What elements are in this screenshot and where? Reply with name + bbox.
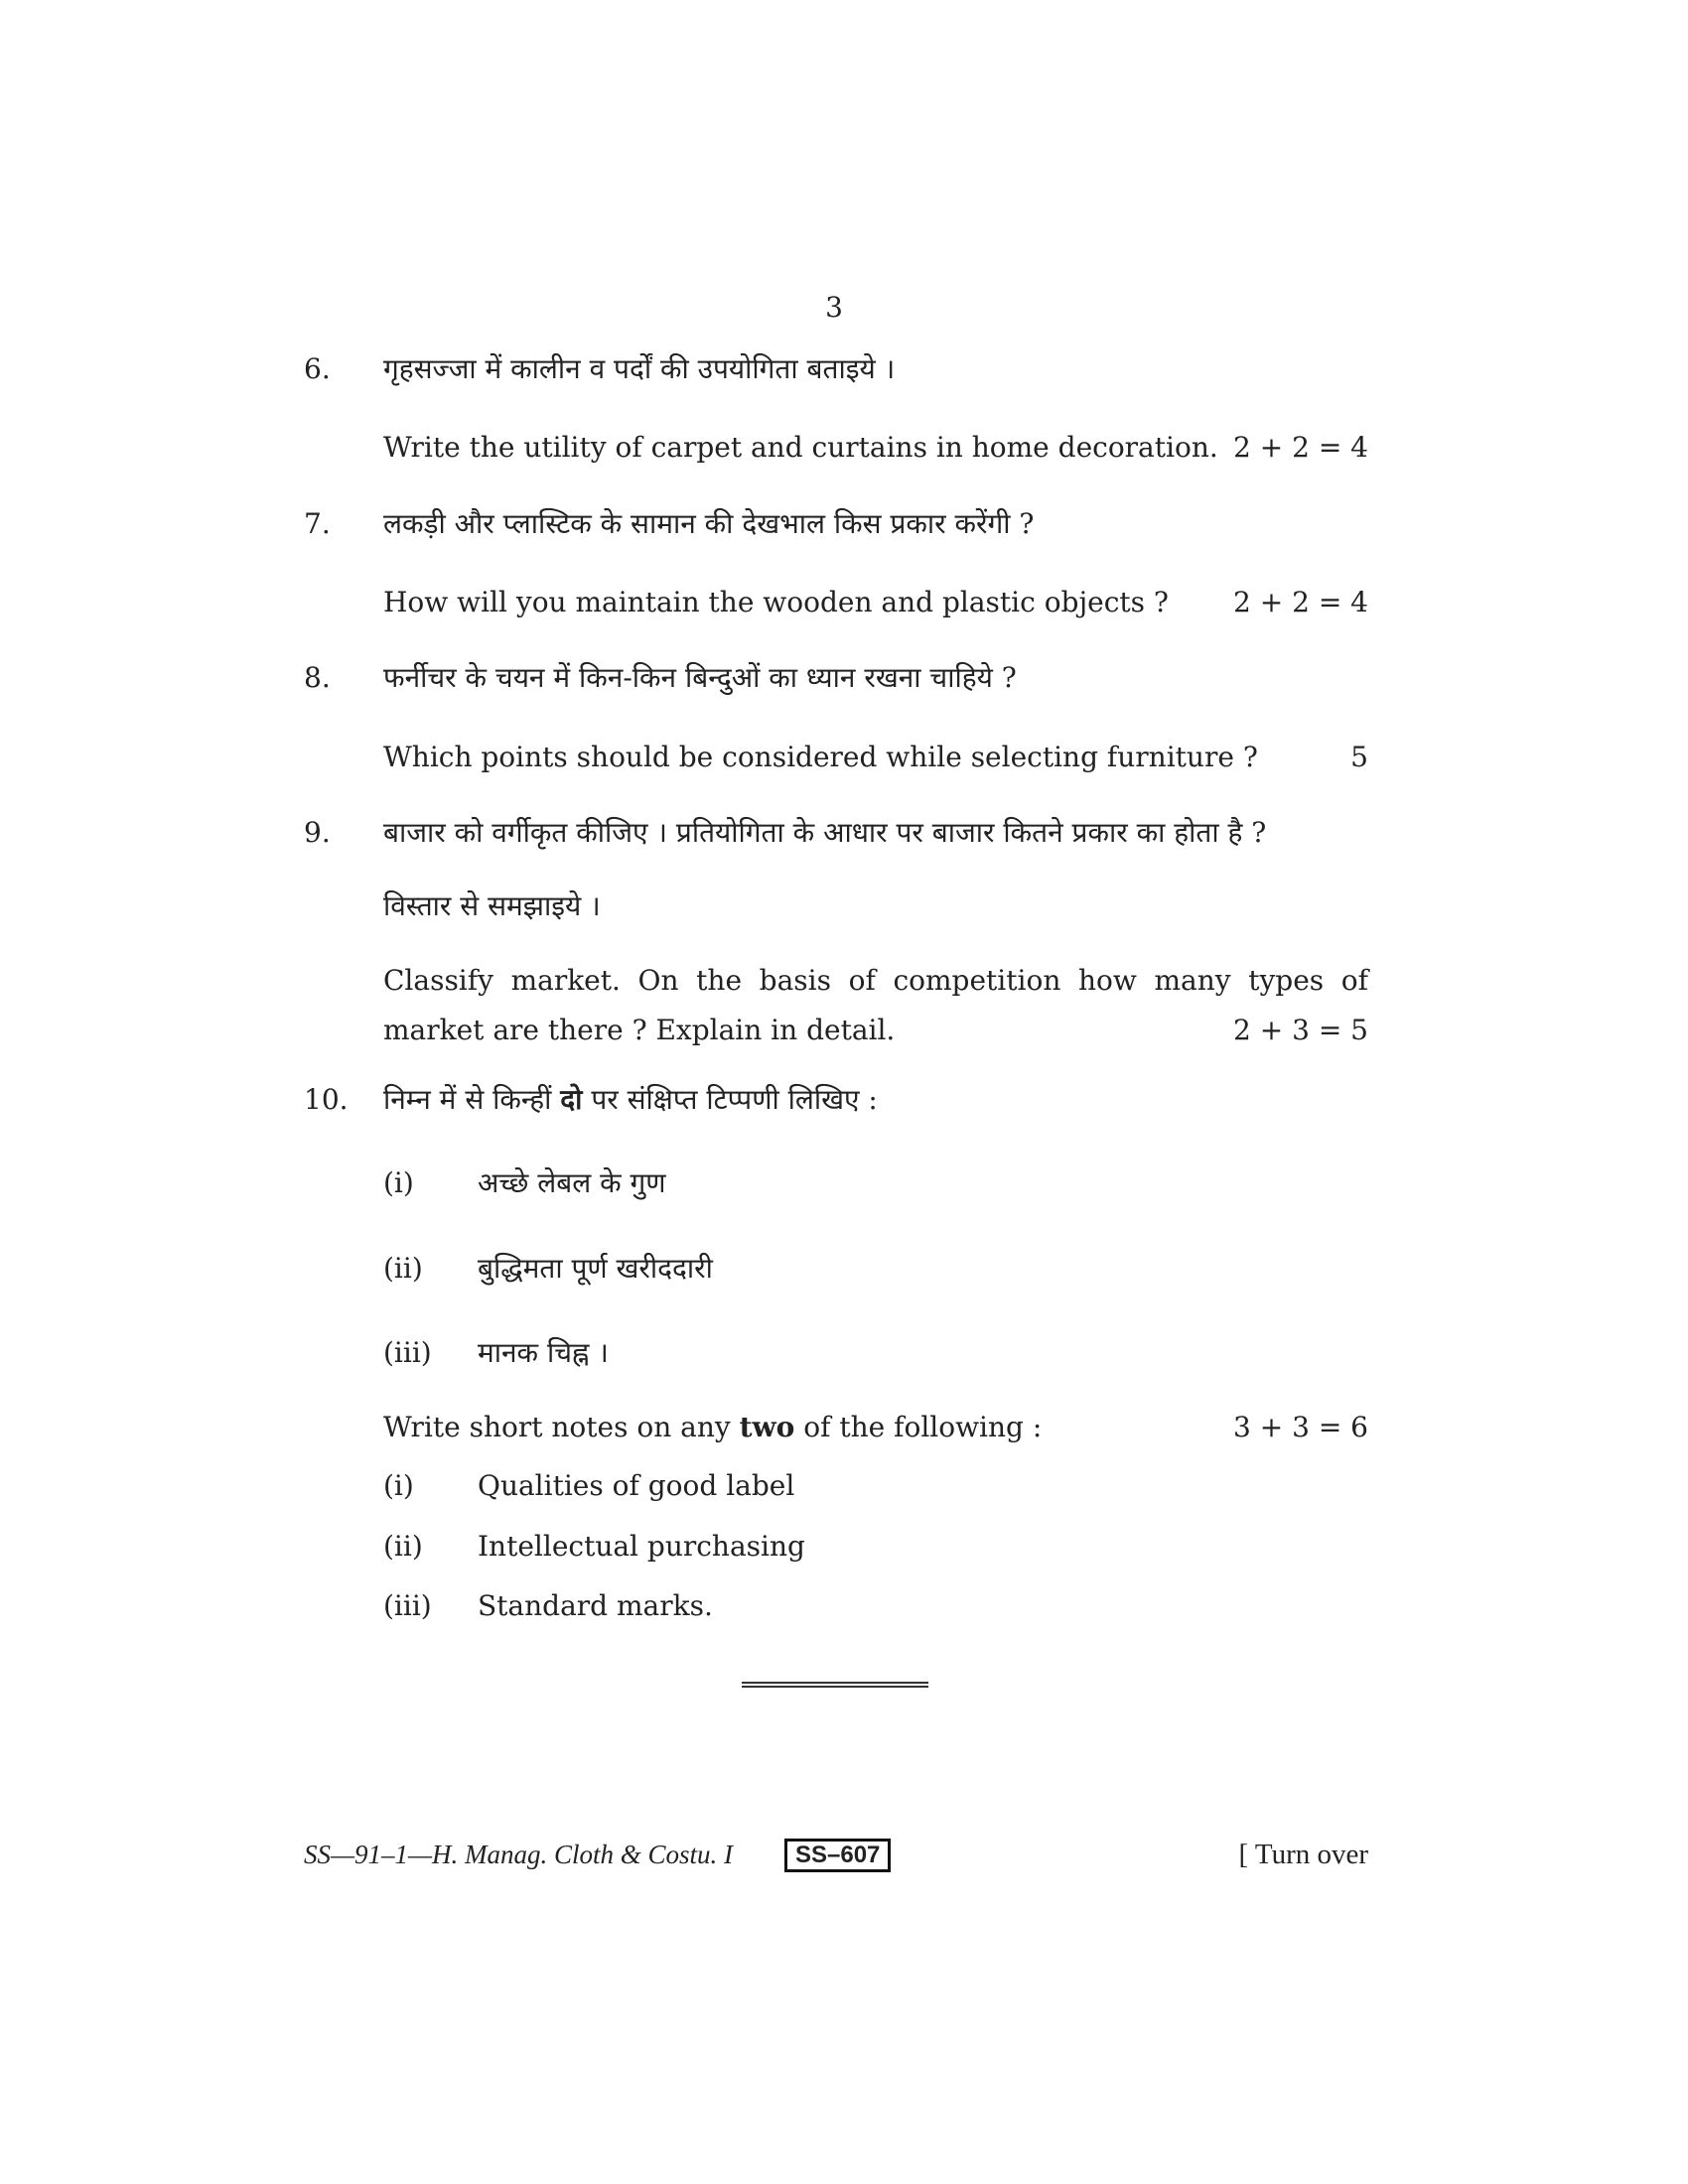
marks: 2 + 3 = 5 — [1233, 1014, 1368, 1046]
question-english: Which points should be considered while selecting furniture ? — [383, 741, 1258, 773]
item-label: (i) — [383, 1166, 414, 1199]
text: पर संक्षिप्त टिप्पणी लिखिए : — [582, 1083, 878, 1116]
marks: 5 — [1350, 741, 1368, 773]
item-text: Qualities of good label — [478, 1469, 795, 1502]
footer-turn-over: [ Turn over — [1238, 1839, 1368, 1870]
item-text: अच्छे लेबल के गुण — [478, 1166, 666, 1199]
item-text: बुद्धिमता पूर्ण खरीददारी — [478, 1252, 713, 1285]
question-hindi: बाजार को वर्गीकृत कीजिए । प्रतियोगिता के आधार पर बाजार कितने प्रकार का होता है ? — [383, 816, 1267, 849]
question-english: market are there ? Explain in detail. — [383, 1014, 896, 1046]
marks: 3 + 3 = 6 — [1233, 1411, 1368, 1443]
question-number: 10. — [304, 1083, 349, 1116]
question-english: Write the utility of carpet and curtains in home decoration. — [383, 431, 1218, 464]
text: of the following : — [794, 1411, 1043, 1443]
question-hindi: लकड़ी और प्लास्टिक के सामान की देखभाल किस प्रकार करेंगी ? — [383, 507, 1035, 540]
item-text: मानक चिह्न । — [478, 1336, 609, 1369]
question-number: 6. — [304, 352, 331, 385]
item-text: Standard marks. — [478, 1589, 713, 1622]
item-label: (i) — [383, 1469, 414, 1502]
end-rule — [742, 1682, 928, 1688]
question-english — [383, 1410, 1042, 1445]
item-label: (ii) — [383, 1530, 423, 1563]
page-number: 3 — [825, 291, 843, 324]
question-hindi: गृहसज्जा में कालीन व पर्दों की उपयोगिता बताइये । — [383, 352, 896, 385]
question-number: 9. — [304, 816, 331, 849]
item-text: Intellectual purchasing — [478, 1530, 805, 1563]
question-english: Classify market. On the basis of competition how many types of — [383, 964, 1368, 997]
question-hindi — [383, 1082, 878, 1118]
marks: 2 + 2 = 4 — [1233, 586, 1368, 618]
footer-course: SS—91–1—H. Manag. Cloth & Costu. I — [304, 1840, 734, 1869]
question-number: 8. — [304, 661, 331, 694]
bold-text: दो — [560, 1083, 583, 1116]
text: निम्न में से किन्हीं — [383, 1083, 561, 1116]
marks: 2 + 2 = 4 — [1233, 431, 1368, 464]
question-number: 7. — [304, 507, 331, 540]
question-english: How will you maintain the wooden and plastic objects ? — [383, 586, 1169, 618]
question-hindi: विस्तार से समझाइये । — [383, 889, 601, 922]
footer-code: SS–607 — [784, 1839, 891, 1872]
bold-text: two — [739, 1411, 795, 1443]
item-label: (ii) — [383, 1252, 423, 1285]
question-hindi: फर्नीचर के चयन में किन-किन बिन्दुओं का ध्यान रखना चाहिये ? — [383, 661, 1017, 694]
item-label: (iii) — [383, 1589, 432, 1622]
text: Write short notes on any — [383, 1411, 740, 1443]
item-label: (iii) — [383, 1336, 432, 1369]
